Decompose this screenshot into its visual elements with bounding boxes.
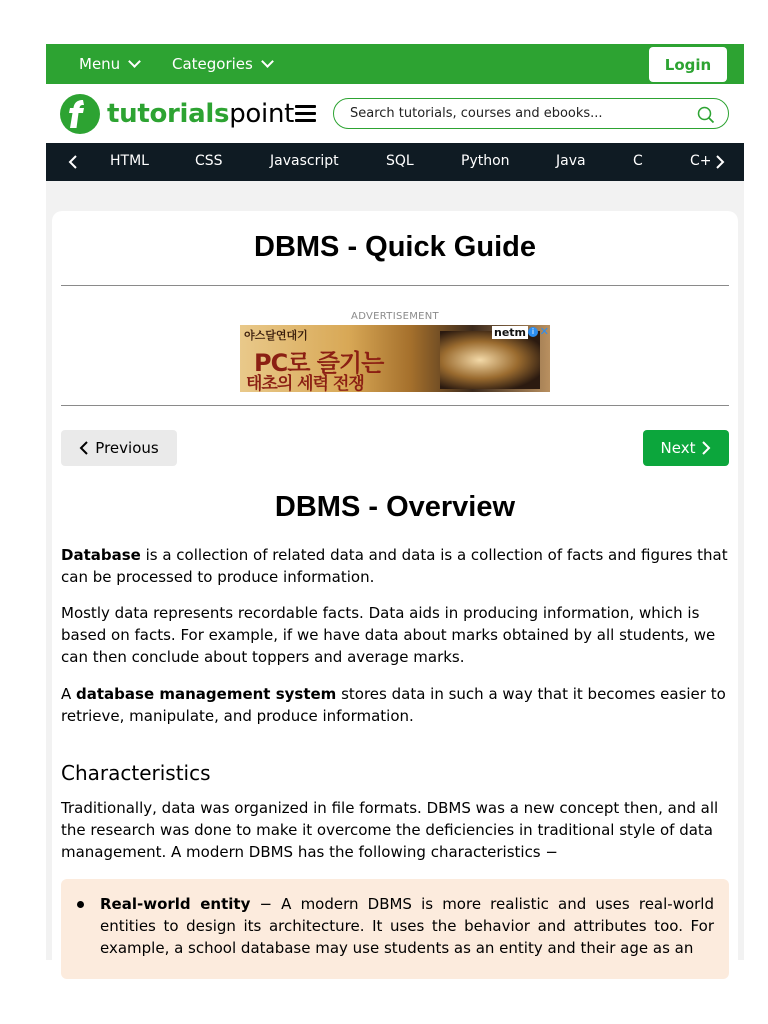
logo-text-part1: tutorials <box>107 99 230 129</box>
tutorialspoint-logo[interactable] <box>59 94 294 134</box>
bold-term: Real-world entity <box>100 895 251 913</box>
category-item-sql[interactable]: SQL <box>386 153 414 169</box>
category-item-c[interactable]: C <box>633 153 643 169</box>
ad-text-line1: 야스달연대기 <box>244 329 308 342</box>
logo-text <box>107 99 294 129</box>
menu-dropdown[interactable] <box>79 55 139 73</box>
previous-button[interactable] <box>61 430 177 466</box>
ad-banner[interactable] <box>240 325 550 392</box>
page-frame <box>46 44 744 960</box>
paragraph-data-facts: Mostly data represents recordable facts. Data aids in producing information, which is based on facts. For example, if we have data about marks obtained by all students, we can then conclude about toppers and average marks. <box>61 604 716 666</box>
logo-search-bar <box>46 84 744 143</box>
characteristics-list <box>61 879 729 979</box>
divider <box>61 405 729 406</box>
previous-label: Previous <box>95 439 159 457</box>
next-label: Next <box>660 439 696 457</box>
paragraph-database <box>61 544 729 588</box>
paragraph-traditional: Traditionally, data was organized in file formats. DBMS was a new concept then, and all the research was done to make it overcome the deficiencies in traditional style of data management. A modern DBMS has the following characteristics − <box>61 799 719 861</box>
chevron-left-icon <box>79 441 89 455</box>
search-input[interactable] <box>348 105 682 122</box>
next-button[interactable] <box>643 430 729 466</box>
page-title: DBMS - Quick Guide <box>254 231 536 263</box>
chevron-left-icon[interactable] <box>66 154 82 170</box>
category-item-python[interactable]: Python <box>461 153 510 169</box>
chevron-right-icon[interactable] <box>711 154 727 170</box>
paragraph-text: A <box>61 685 77 703</box>
hamburger-menu-icon[interactable] <box>295 105 316 122</box>
categories-dropdown[interactable] <box>172 55 272 73</box>
chevron-down-icon <box>128 55 141 68</box>
paragraph-text: stores data in such a way that it becomes easier to retrieve, manipulate, and produce information. <box>61 685 726 725</box>
category-item-cplus[interactable]: C+ <box>690 153 712 169</box>
category-nav <box>46 143 744 181</box>
bullet-icon <box>77 901 84 908</box>
category-item-javascript[interactable]: Javascript <box>270 153 339 169</box>
advertisement-label: ADVERTISEMENT <box>351 311 439 322</box>
logo-text-part2: point <box>229 99 295 129</box>
menu-label: Menu <box>79 55 121 73</box>
list-item-text: − A modern DBMS is more realistic and uses real-world entities to design its architecture. It uses the behavior and attributes too. For example, a school database may use students as an entity and their age as an <box>100 895 714 957</box>
paragraph-dbms <box>61 683 729 727</box>
ad-info-icon[interactable]: i <box>528 327 538 337</box>
category-item-html[interactable]: HTML <box>110 153 149 169</box>
paragraph-text: is a collection of related data and data is a collection of facts and figures that can be processed to produce information. <box>61 546 728 586</box>
search-box <box>333 98 729 129</box>
chevron-right-icon <box>701 441 711 455</box>
divider <box>61 285 729 286</box>
category-item-java[interactable]: Java <box>556 153 586 169</box>
ad-text-line2: PC로 즐기는 <box>254 349 384 377</box>
chevron-down-icon <box>261 55 274 68</box>
ad-text-line3: 태초의 세력 전쟁 <box>246 374 364 394</box>
content-card <box>52 211 738 971</box>
section-title: DBMS - Overview <box>274 491 516 523</box>
list-item <box>100 893 714 959</box>
category-item-css[interactable]: CSS <box>195 153 223 169</box>
ad-figure-image <box>440 331 540 389</box>
ad-brand-label: netm <box>493 326 526 339</box>
bold-term: Database <box>61 546 141 564</box>
logo-icon <box>59 94 101 134</box>
characteristics-heading: Characteristics <box>61 761 211 785</box>
categories-label: Categories <box>172 55 253 73</box>
top-bar <box>46 44 744 84</box>
login-button[interactable]: Login <box>649 47 727 82</box>
ad-close-icon[interactable]: ✕ <box>539 325 549 338</box>
bold-term: database management system <box>76 685 337 703</box>
search-icon[interactable] <box>697 106 715 124</box>
